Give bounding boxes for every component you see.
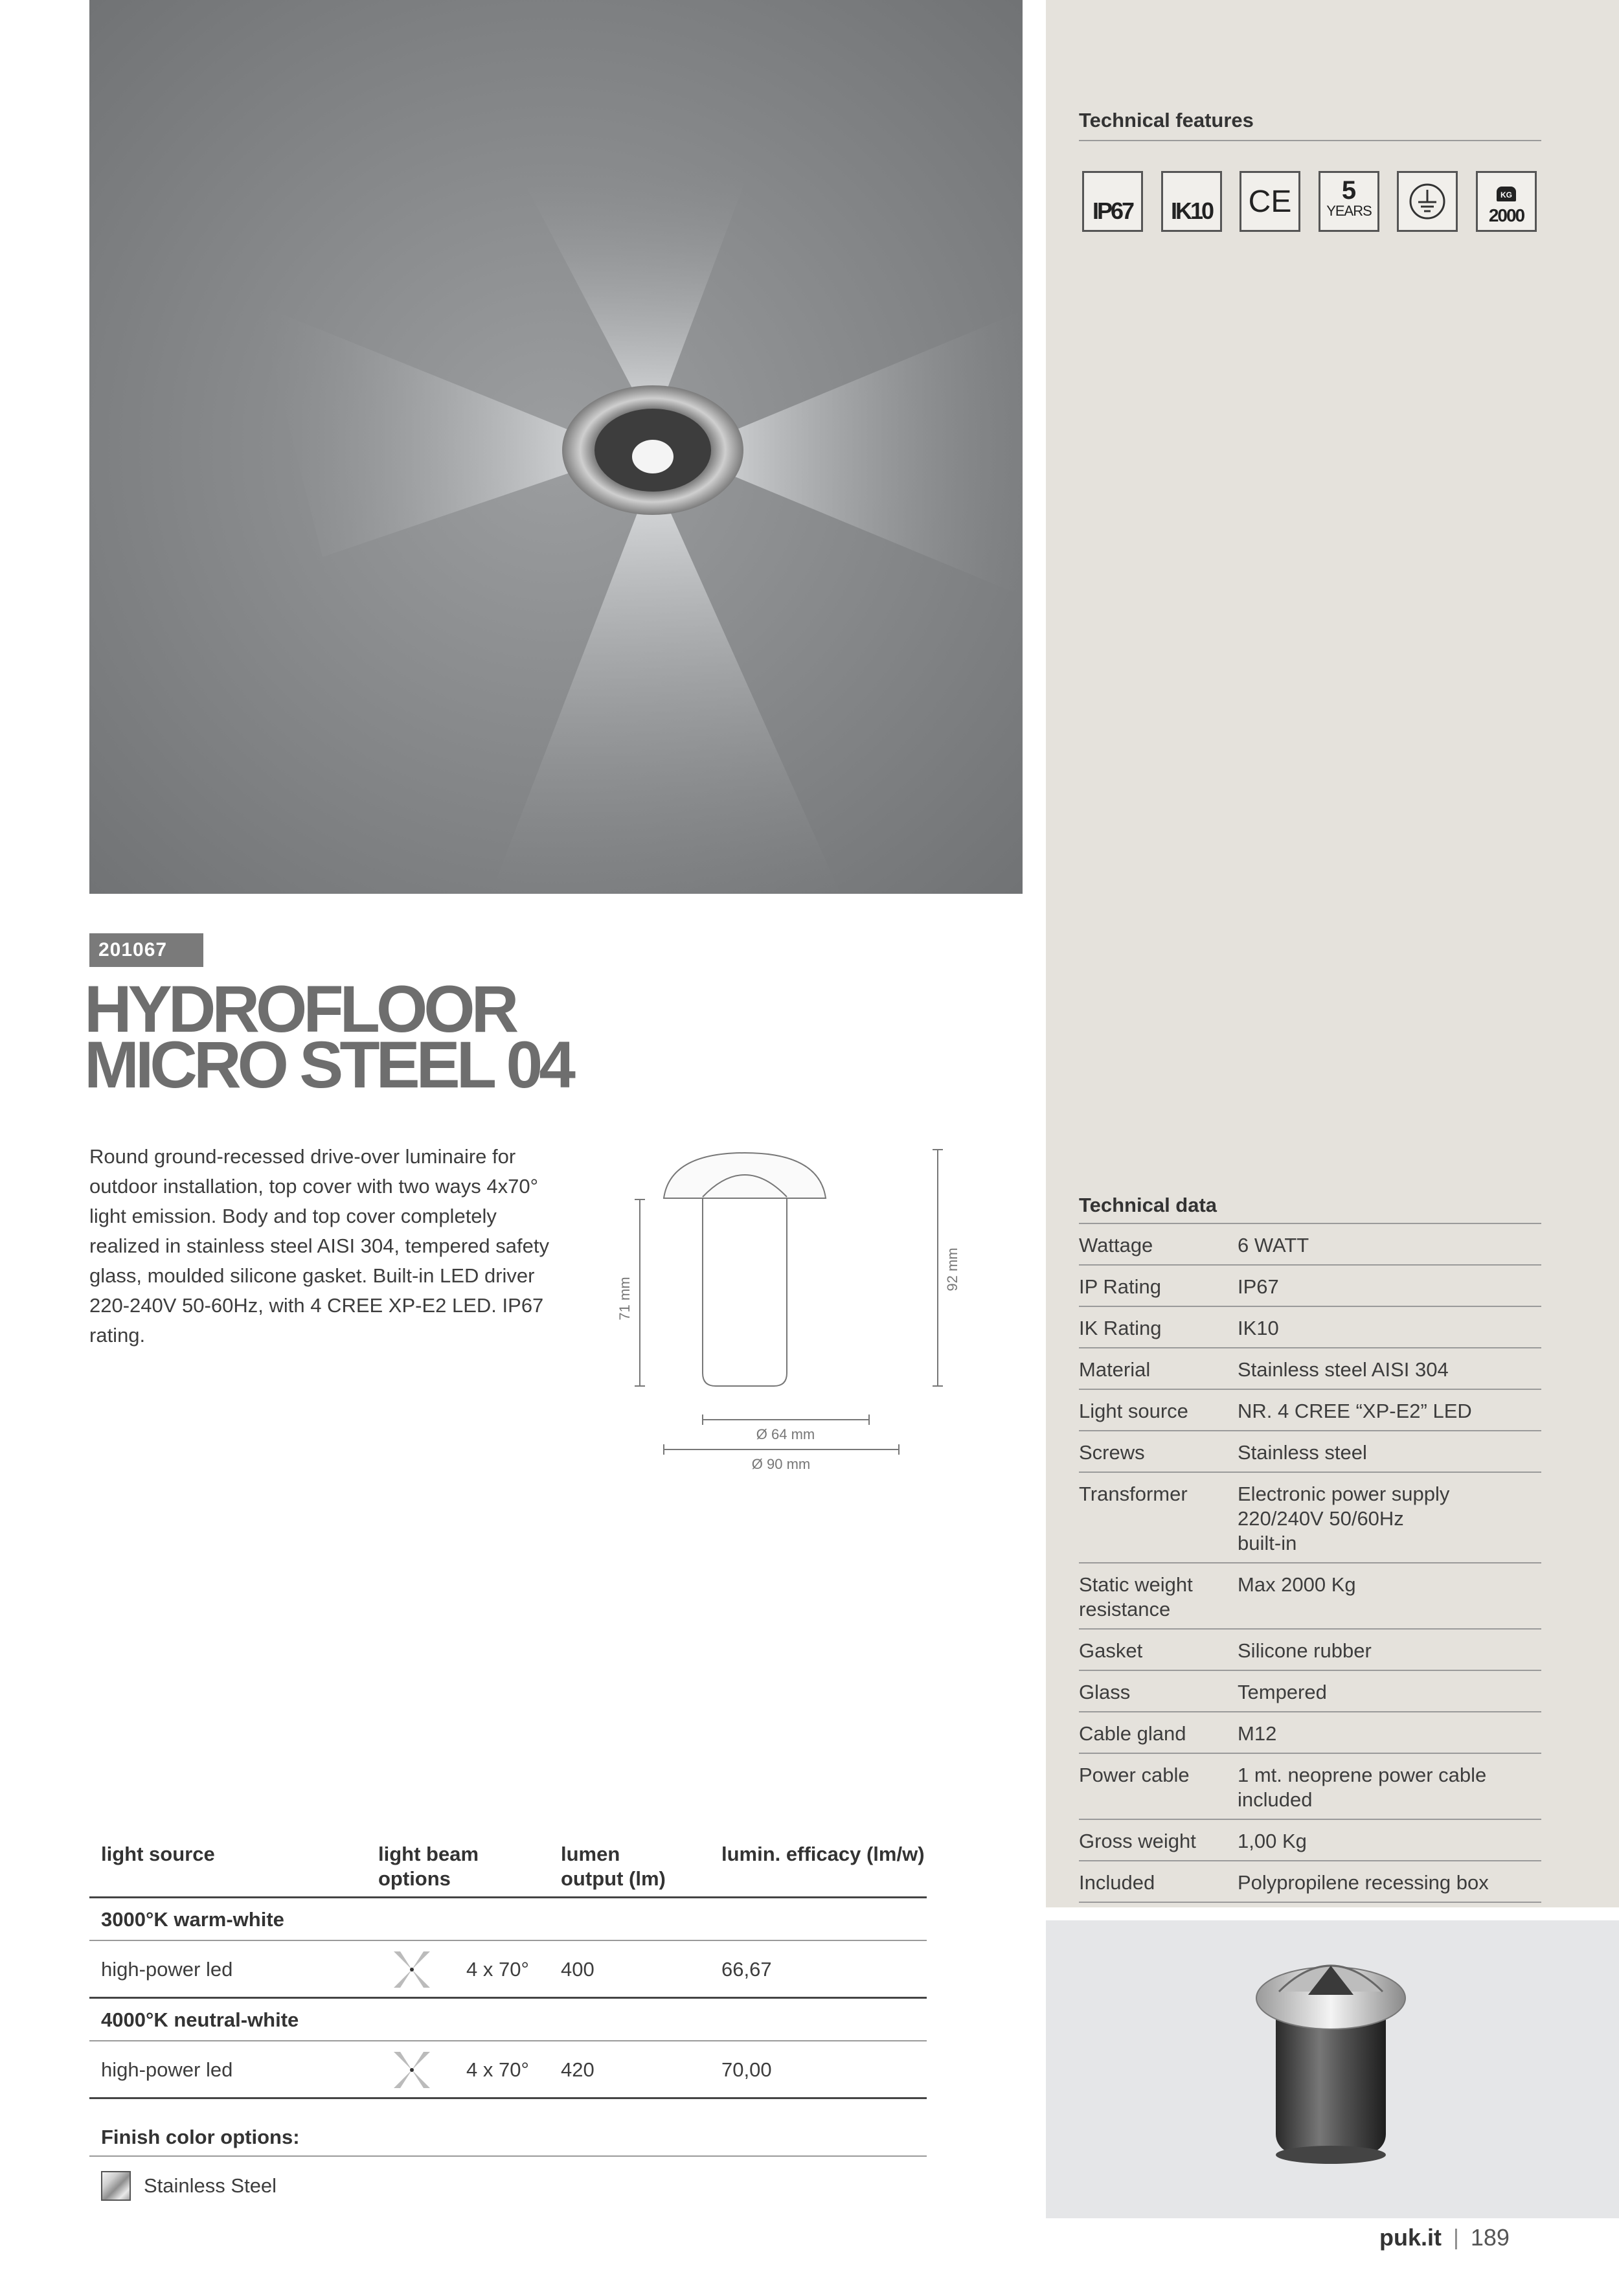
spec-value: Max 2000 Kg: [1238, 1573, 1356, 1596]
spec-label: Power cable: [1079, 1764, 1190, 1786]
dim-diameter-body: Ø 64 mm: [756, 1426, 815, 1442]
technical-drawing: [609, 1140, 958, 1477]
technical-features-heading: Technical features: [1079, 109, 1254, 131]
weight-icon: KG 2000: [1476, 171, 1537, 232]
table-row: [1079, 1753, 1541, 1819]
divider: [89, 2155, 927, 2157]
table-row: [1079, 1819, 1541, 1860]
product-description: Round ground-recessed drive-over luminaire for outdoor installation, top cover with two ways 4x70° light emission. Body and top cover completely realized in stainless steel AISI 304, tempered safety glass, moulded silicone gasket. Built-in LED driver 220-240V 50-60Hz, with 4 CREE XP-E2 LED. IP67 rating.: [89, 1145, 549, 1347]
table-row: [1079, 1389, 1541, 1430]
website-link[interactable]: puk.it: [1379, 2224, 1442, 2251]
ik10-icon: IK10: [1161, 171, 1222, 232]
table-row: [1079, 1223, 1541, 1264]
stainless-steel-swatch-icon: [101, 2171, 131, 2201]
four-way-beam-icon: [391, 1950, 433, 1989]
hero-product-photo: [89, 0, 1023, 894]
spec-label: Static weight resistance: [1079, 1573, 1193, 1620]
product-thumbnail-image: [1046, 1920, 1619, 2218]
spec-label: Material: [1079, 1358, 1151, 1381]
page-footer: [1379, 2224, 1510, 2251]
table-row: [1079, 1306, 1541, 1347]
table-group-label: 3000°K warm-white: [89, 1898, 927, 1941]
spec-value: Polypropilene recessing box: [1238, 1871, 1489, 1894]
divider: [1079, 140, 1541, 141]
table-row: [1079, 1860, 1541, 1903]
spec-value: Stainless steel: [1238, 1441, 1367, 1464]
product-thumbnail-panel: [1046, 1920, 1619, 2218]
spec-value: NR. 4 CREE “XP-E2” LED: [1238, 1400, 1472, 1422]
spec-label: IP Rating: [1079, 1275, 1161, 1298]
col-header-efficacy: lumin. efficacy (lm/w): [721, 1843, 925, 1865]
spec-value: Silicone rubber: [1238, 1639, 1372, 1662]
col-header-light-source: light source: [101, 1843, 215, 1865]
table-header-row: [89, 1838, 927, 1898]
light-source-table: [89, 1838, 927, 2099]
spec-label: Light source: [1079, 1400, 1188, 1422]
col-header-beam: light beam options: [378, 1843, 479, 1890]
table-row: [1079, 1472, 1541, 1562]
technical-data-heading: Technical data: [1079, 1194, 1217, 1216]
spec-value: Stainless steel AISI 304: [1238, 1358, 1449, 1381]
spec-label: Cable gland: [1079, 1722, 1186, 1745]
dim-diameter-top: Ø 90 mm: [751, 1456, 811, 1472]
spec-label: IK Rating: [1079, 1317, 1162, 1339]
spec-value: 1 mt. neoprene power cable included: [1238, 1764, 1487, 1811]
spec-value: 1,00 Kg: [1238, 1830, 1307, 1852]
spec-label: Transformer: [1079, 1483, 1188, 1505]
spec-value: M12: [1238, 1722, 1277, 1745]
table-row: [1079, 1430, 1541, 1472]
spec-value: Tempered: [1238, 1681, 1327, 1703]
product-title-line-2: MICRO STEEL 04: [84, 1028, 572, 1102]
four-way-beam-icon: [391, 2051, 433, 2089]
ip67-icon: IP67: [1082, 171, 1143, 232]
product-title-line-1: HYDROFLOOR: [84, 972, 515, 1046]
earth-ground-icon: [1397, 171, 1458, 232]
table-row: [1079, 1628, 1541, 1670]
finish-options-heading: Finish color options:: [101, 2126, 300, 2148]
spec-value: 6 WATT: [1238, 1234, 1309, 1256]
spec-value: Electronic power supply 220/240V 50/60Hz built-in: [1238, 1483, 1450, 1554]
spec-value: IK10: [1238, 1317, 1279, 1339]
table-group-label: 4000°K neutral-white: [89, 1999, 927, 2041]
table-row: [1079, 1711, 1541, 1753]
product-title: [84, 972, 572, 1102]
warranty-icon: 5 YEARS: [1319, 171, 1379, 232]
table-row: [1079, 1264, 1541, 1306]
table-row: [1079, 1670, 1541, 1711]
spec-label: Screws: [1079, 1441, 1145, 1464]
technical-data-table: [1079, 1223, 1541, 1903]
spec-label: Wattage: [1079, 1234, 1153, 1256]
finish-option: [101, 2171, 277, 2201]
table-row: [1079, 1347, 1541, 1389]
dim-height-total: 92 mm: [944, 1247, 960, 1291]
col-header-lumen: lumen output (lm): [561, 1843, 666, 1890]
product-code-badge: 201067: [89, 933, 203, 967]
spec-label: Gross weight: [1079, 1830, 1196, 1852]
spec-label: Glass: [1079, 1681, 1131, 1703]
footer-separator: |: [1453, 2225, 1459, 2250]
ce-mark-icon: CE: [1240, 171, 1300, 232]
page-number: 189: [1470, 2224, 1510, 2251]
spec-value: IP67: [1238, 1275, 1279, 1298]
finish-option-label: Stainless Steel: [144, 2174, 277, 2197]
table-row: [1079, 1562, 1541, 1628]
spec-label: Gasket: [1079, 1639, 1143, 1662]
table-row: high-power led 4 x 70° 420 70,00: [89, 2041, 927, 2099]
spec-label: Included: [1079, 1871, 1155, 1894]
dim-height-body: 71 mm: [617, 1277, 633, 1321]
table-row: high-power led 4 x 70° 400 66,67: [89, 1941, 927, 1999]
